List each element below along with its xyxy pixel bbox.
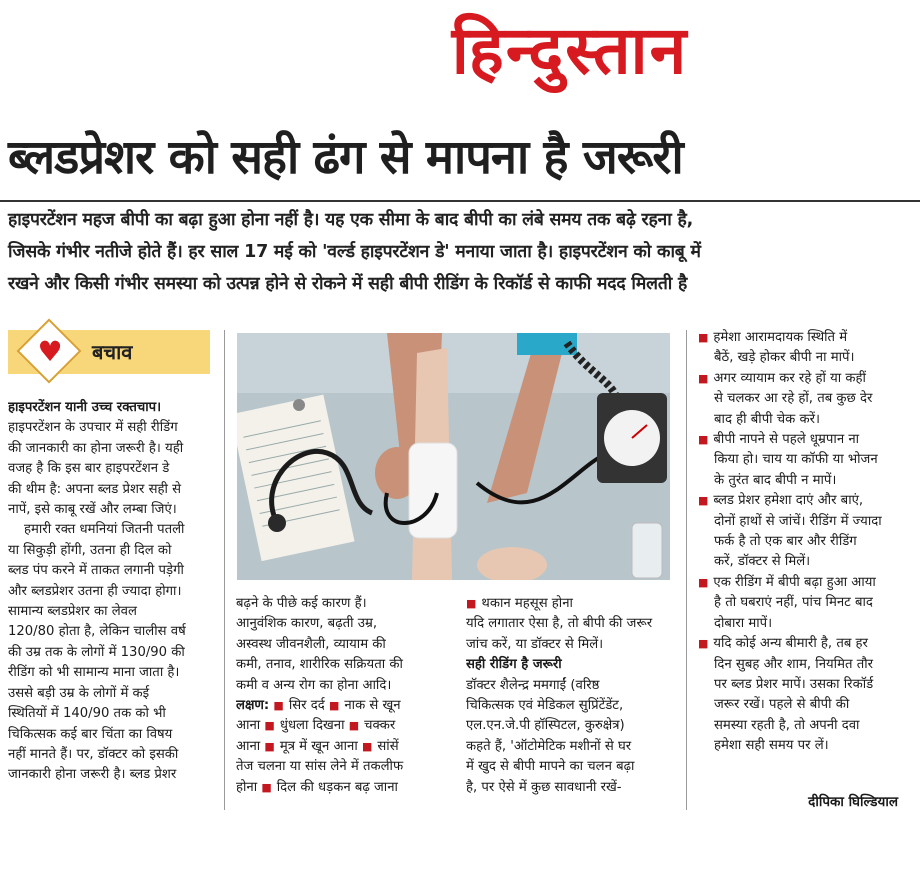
bullet-icon: ■: [264, 739, 275, 753]
text-line: नहीं मानते हैं। पर, डॉक्टर को इसकी: [8, 746, 179, 762]
headline: ब्लडप्रेशर को सही ढंग से मापना है जरूरी: [8, 130, 683, 185]
tip-line: [698, 450, 903, 470]
newspaper-logo: हिन्दुस्तान: [451, 11, 689, 89]
text-line: बढ़ने के पीछे कई कारण हैं।: [236, 596, 367, 611]
text-line: चिकित्सक एवं मेडिकल सुप्रिंटेंडेंट,: [466, 698, 624, 714]
bullet-icon: ■: [466, 597, 477, 610]
tip-line: [698, 512, 903, 532]
tip-text: हमेशा सही समय पर लें।: [714, 738, 829, 754]
symptom: तेज चलना या सांस लेने में तकलीफ: [236, 759, 404, 775]
tips-list: [698, 328, 903, 757]
tip-line: [698, 675, 903, 695]
bp-measurement-illustration: [237, 333, 670, 580]
tip-item: [698, 573, 903, 634]
tip-text: दोबारा मापें।: [714, 615, 773, 631]
bullet-icon: ■: [698, 331, 709, 344]
standfirst-line: हाइपरटेंशन महज बीपी का बढ़ा हुआ होना नहीं है। यह एक सीमा के बाद बीपी का लंबे समय तक बढ़े रहना है,: [8, 210, 694, 230]
tip-line: [698, 655, 903, 675]
tip-line: [698, 369, 903, 389]
article-column-3: [466, 594, 674, 798]
tip-text: किया हो। चाय या कॉफी या भोजन: [714, 452, 878, 468]
text-line: यदि लगातार ऐसा है, तो बीपी की जरूर: [466, 616, 653, 632]
symptom: सांसें: [377, 738, 399, 754]
tip-line: [698, 573, 903, 593]
tip-text: पर ब्लड प्रेशर मापें। उसका रिकॉर्ड: [714, 676, 874, 692]
section-label: बचाव: [92, 340, 133, 364]
bp-gauge-icon: [597, 393, 667, 483]
text-line: की जानकारी का होना जरूरी है। यही: [8, 440, 184, 456]
text-line: डॉक्टर शैलेन्द्र ममगाईं (वरिष्ठ: [466, 677, 600, 693]
text-line: अस्वस्थ जीवनशैली, व्यायाम की: [236, 636, 386, 652]
tip-line: [698, 491, 903, 511]
tip-text: बीपी नापने से पहले धूम्रपान ना: [713, 432, 860, 448]
text-line: जानकारी होना जरूरी है। ब्लड प्रेशर: [8, 767, 177, 783]
tip-line: [698, 634, 903, 654]
text-line: वजह है कि इस बार हाइपरटेंशन डे: [8, 461, 170, 477]
bullet-icon: ■: [698, 637, 709, 651]
symptom: मूत्र में खून आना: [279, 738, 358, 754]
text-line: ब्लड पंप करने में ताकत लगानी पड़ेगी: [8, 563, 184, 579]
symptom: सिर दर्द: [288, 698, 325, 714]
tip-text: फर्क है तो एक बार और रीडिंग: [714, 534, 857, 550]
section-tag: [8, 330, 210, 374]
masthead: [0, 0, 920, 112]
text-line: सामान्य ब्लडप्रेशर का लेवल: [8, 604, 137, 620]
text-line: एल.एन.जे.पी हॉस्पिटल, कुरुक्षेत्र): [466, 718, 625, 734]
tip-line: [698, 389, 903, 409]
subheading: सही रीडिंग है जरूरी: [466, 657, 562, 673]
tip-line: [698, 328, 903, 348]
bullet-icon: ■: [328, 699, 340, 713]
tip-text: एक रीडिंग में बीपी बढ़ा हुआ आया: [713, 574, 876, 590]
text-line: या सिकुड़ी होंगी, उतना ही दिल को: [8, 542, 172, 558]
tip-text: जरूर रखें। पहले से बीपी की: [714, 697, 850, 713]
article-photo: [237, 333, 670, 580]
text-line: और ब्लडप्रेशर उतना ही ज्यादा होगा।: [8, 583, 182, 599]
column-divider: [686, 330, 687, 810]
tip-item: [698, 491, 903, 573]
tip-line: [698, 716, 903, 736]
tip-text: करें, डॉक्टर से मिलें।: [714, 554, 811, 570]
bullet-icon: ■: [698, 494, 709, 508]
tip-text: बैठें, खड़े होकर बीपी ना मापें।: [714, 350, 855, 366]
tip-line: [698, 430, 903, 450]
tip-line: [698, 532, 903, 552]
text-line: स्थितियों में 140/90 तक को भी: [8, 706, 166, 722]
text-line: हाइपरटेंशन के उपचार में सही रीडिंग: [8, 420, 178, 436]
tip-line: [698, 736, 903, 756]
tip-text: है तो घबराएं नहीं, पांच मिनट बाद: [714, 595, 873, 611]
text-line: आनुवंशिक कारण, बढ़ती उम्र,: [236, 616, 378, 632]
tip-line: [698, 614, 903, 634]
tip-text: हमेशा आरामदायक स्थिति में: [713, 330, 848, 345]
bullet-icon: ■: [361, 739, 373, 753]
symptom: आना: [236, 738, 261, 754]
divider: [0, 200, 920, 202]
text-line: की उम्र तक के लोगों में 130/90 की: [8, 644, 185, 660]
tip-text: के तुरंत बाद बीपी न मापें।: [714, 472, 837, 488]
tip-line: [698, 695, 903, 715]
byline: दीपिका घिल्डियाल: [808, 794, 898, 810]
lead-text: हाइपरटेंशन यानी उच्च रक्तचाप।: [8, 400, 162, 415]
text-line: कमी व अन्य रोग का होना आदि।: [236, 677, 392, 693]
article-column-1: [8, 398, 213, 786]
symptom: धुंधला दिखना: [279, 718, 345, 734]
text-line: की थीम है: अपना ब्लड प्रेशर सही से: [8, 481, 182, 497]
tip-item: [698, 430, 903, 491]
bullet-icon: ■: [273, 699, 284, 713]
text-line: कमी, तनाव, शारीरिक सक्रियता की: [236, 657, 403, 673]
tip-text: यदि कोई अन्य बीमारी है, तब हर: [713, 636, 868, 652]
text-line: नापें, इसे काबू रखें और लम्बा जिएं।: [8, 502, 177, 518]
text-line: में खुद से बीपी मापने का चलन बढ़ा: [466, 759, 635, 775]
article-column-2: [236, 594, 456, 798]
tip-line: [698, 410, 903, 430]
tip-text: से चलकर आ रहे हों, तब कुछ देर: [714, 391, 873, 407]
tip-item: [698, 369, 903, 430]
tip-line: [698, 348, 903, 368]
text-line: 120/80 होता है, लेकिन चालीस वर्ष: [8, 624, 186, 640]
bullet-icon: ■: [348, 719, 360, 733]
tip-item: [698, 328, 903, 369]
symptom: होना: [236, 779, 258, 795]
tip-line: [698, 552, 903, 572]
bullet-icon: ■: [698, 575, 709, 589]
bullet-icon: ■: [264, 719, 275, 733]
standfirst-line: रखने और किसी गंभीर समस्या को उत्पन्न होने से रोकने में सही बीपी रीडिंग के रिकॉर्ड से काफी मदद मिलती है: [8, 274, 688, 294]
symptom: चक्कर: [364, 718, 396, 734]
text-line: रीडिंग को भी सामान्य माना जाता है।: [8, 665, 180, 681]
tip-text: समस्या रहती है, तो अपनी दवा: [714, 717, 860, 733]
text-line: उससे बड़ी उम्र के लोगों में कई: [8, 685, 150, 701]
tip-text: दिन सुबह और शाम, नियमित तौर: [714, 656, 874, 672]
bullet-icon: ■: [698, 433, 709, 447]
bullet-icon: ■: [261, 780, 272, 794]
text-line: है, पर ऐसे में कुछ सावधानी रखें-: [466, 779, 622, 795]
standfirst: [8, 204, 908, 300]
text-line: जांच करें, या डॉक्टर से मिलें।: [466, 636, 604, 652]
symptom: थकान महसूस होना: [481, 596, 573, 611]
tip-item: [698, 634, 903, 756]
heart-pulse-icon: ♥: [37, 335, 63, 368]
tip-line: [698, 593, 903, 613]
text-line: कहते हैं, 'ऑटोमेटिक मशीनों से घर: [466, 738, 632, 754]
text-line: हमारी रक्त धमनियां जितनी पतली: [24, 522, 185, 538]
bullet-icon: ■: [698, 371, 709, 385]
symptom: दिल की धड़कन बढ़ जाना: [276, 779, 398, 795]
tip-text: बाद ही बीपी चेक करें।: [714, 411, 821, 427]
text-line: चिकित्सक कई बार चिंता का विषय: [8, 726, 173, 742]
tip-text: अगर व्यायाम कर रहे हों या कहीं: [713, 370, 866, 386]
tip-text: दोनों हाथों से जांचें। रीडिंग में ज्यादा: [714, 513, 882, 529]
symptoms-heading: लक्षण:: [236, 698, 270, 714]
tip-text: ब्लड प्रेशर हमेशा दाएं और बाएं,: [713, 493, 864, 509]
tip-line: [698, 471, 903, 491]
standfirst-line: जिसके गंभीर नतीजे होते हैं। हर साल 17 मई को 'वर्ल्ड हाइपरटेंशन डे' मनाया जाता है। हाइपरटेंशन को काबू में: [8, 242, 701, 262]
symptom: नाक से खून: [344, 698, 401, 714]
column-divider: [224, 330, 225, 810]
symptom: आना: [236, 718, 261, 734]
